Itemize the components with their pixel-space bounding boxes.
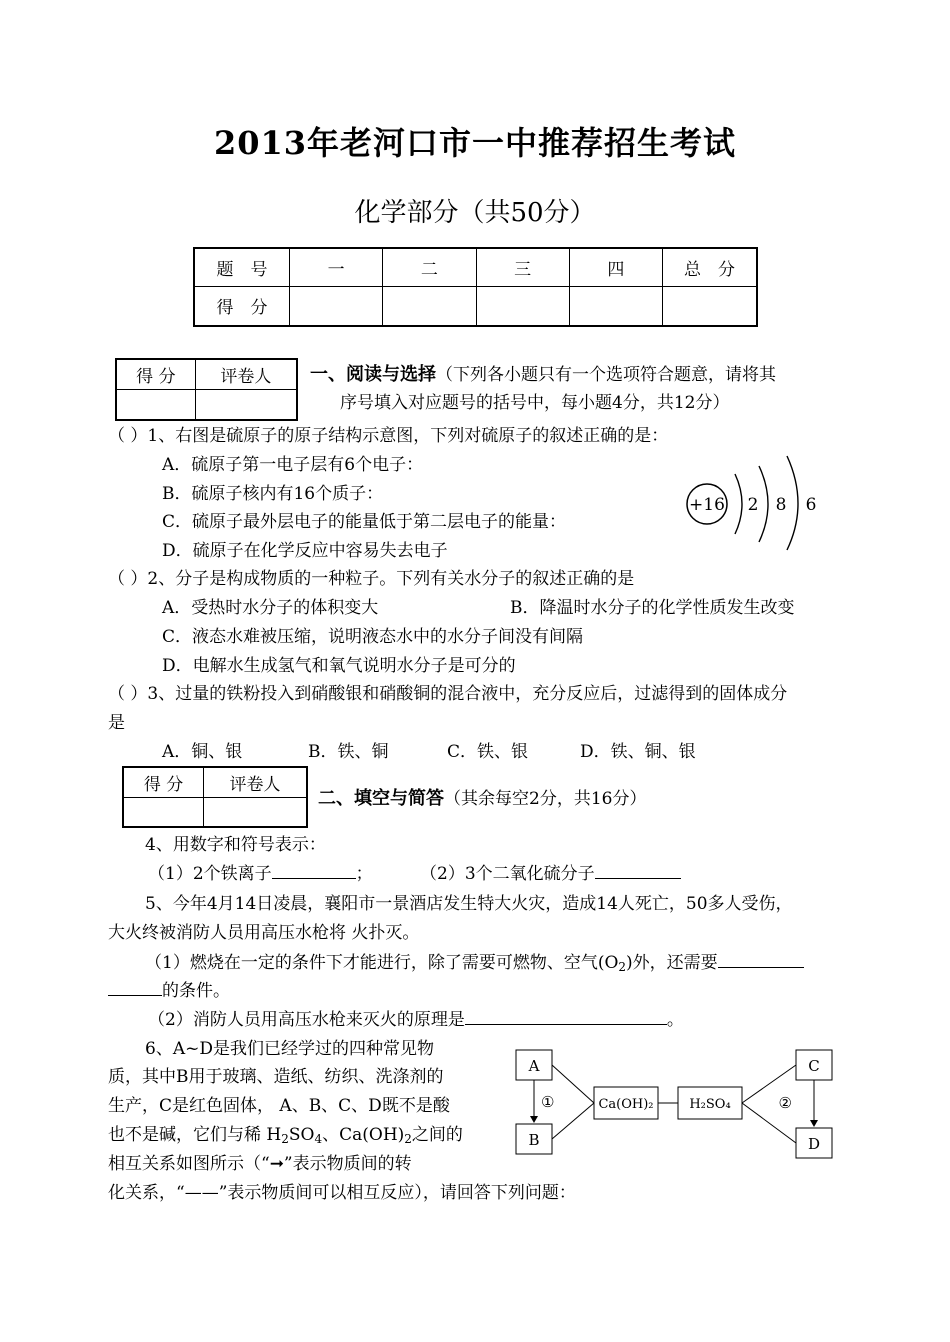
q3-option-d: D．铁、铜、银 <box>580 742 696 762</box>
q4-part2-blank[interactable] <box>595 860 681 879</box>
q5-line1: 5、今年4月14日凌晨，襄阳市一景酒店发生特大火灾，造成14人死亡，50多人受伤， <box>145 894 793 914</box>
q4-part1-end: ； <box>355 864 373 884</box>
section2-heading <box>318 785 646 813</box>
grader-box-2 <box>122 766 308 828</box>
q5-part2-blank[interactable] <box>465 1006 667 1025</box>
label-caoh2: Ca(OH)₂ <box>598 1097 654 1112</box>
score-header-1: 一 <box>290 248 383 286</box>
shell-3-count: 6 <box>805 495 817 515</box>
mark-1: ① <box>541 1093 555 1111</box>
page-subtitle: 化学部分（共50分） <box>354 198 596 228</box>
grader-box-2-grader: 评卷人 <box>204 767 307 797</box>
q6-line4 <box>108 1121 463 1153</box>
section1-note2: 序号填入对应题号的括号中，每小题4分，共12分） <box>340 393 730 413</box>
q4-part1-blank[interactable] <box>272 860 356 879</box>
q4-part2-label: （2）3个二氧化硫分子 <box>420 864 595 884</box>
label-c: C <box>808 1057 820 1075</box>
shell-3-arc <box>787 456 798 550</box>
q6-line2: 质，其中B用于玻璃、造纸、纺织、洗涤剂的 <box>108 1067 444 1087</box>
score-header-3: 三 <box>476 248 569 286</box>
q3-option-c: C．铁、银 <box>447 742 529 762</box>
q5-part2 <box>148 1006 684 1034</box>
q6-line4-d: 4 <box>314 1132 323 1146</box>
q2-option-d: D．电解水生成氢气和氧气说明水分子是可分的 <box>162 656 516 676</box>
score-cell-4 <box>569 286 662 326</box>
q6-relation-diagram <box>508 1042 834 1172</box>
q5-part1-blank[interactable] <box>718 949 804 968</box>
nucleus-label: +16 <box>689 495 725 515</box>
q6-line5: 相互关系如图所示（“➞”表示物质间的转 <box>108 1154 412 1174</box>
link-a-caoh2 <box>552 1065 594 1103</box>
section1-title: 一、阅读与选择 <box>310 364 436 385</box>
grader-box-1 <box>115 358 298 421</box>
score-header-4: 四 <box>569 248 662 286</box>
q5-part1-sub: 2 <box>618 960 627 974</box>
q2-option-b: B．降温时水分子的化学性质发生改变 <box>510 598 795 618</box>
q1-option-d: D．硫原子在化学反应中容易失去电子 <box>162 541 448 561</box>
grader-box-2-grader-cell <box>204 797 307 827</box>
score-row-label: 得 分 <box>194 286 290 326</box>
section1-heading <box>310 361 776 389</box>
section1-note1: （下列各小题只有一个选项符合题意，请将其 <box>436 365 776 385</box>
grader-box-1-score: 得 分 <box>116 359 195 389</box>
q2-option-c: C．液态水难被压缩，说明液态水中的水分子间没有间隔 <box>162 627 584 647</box>
q5-part2-end: 。 <box>666 1010 684 1030</box>
label-d: D <box>807 1135 821 1153</box>
shell-1-arc <box>735 474 742 534</box>
q6-line4-b: 2 <box>281 1132 289 1146</box>
q5-line2: 大火终被消防人员用高压水枪将 火扑灭。 <box>108 923 420 943</box>
score-cell-total <box>663 286 758 326</box>
q4-stem: 4、用数字和符号表示： <box>145 835 326 855</box>
score-cell-2 <box>383 286 476 326</box>
q6-line4-g: 之间的 <box>411 1125 463 1145</box>
score-header-label: 题 号 <box>194 248 290 286</box>
grader-box-1-grader: 评卷人 <box>195 359 297 389</box>
q6-line6: 化关系，“——”表示物质间可以相互反应），请回答下列问题： <box>108 1183 576 1203</box>
score-table <box>193 247 758 327</box>
score-header-total: 总 分 <box>663 248 758 286</box>
score-cell-3 <box>476 286 569 326</box>
shell-1-count: 2 <box>747 495 759 515</box>
q6-line3: 生产，C是红色固体， A、B、C、D既不是酸 <box>108 1096 450 1116</box>
q6-line4-a: 也不是碱，它们与稀 H <box>108 1125 282 1145</box>
q5-part1-end: 的条件。 <box>162 981 230 1001</box>
label-a: A <box>528 1057 540 1075</box>
q2-stem: （ ）2、分子是构成物质的一种粒子。下列有关水分子的叙述正确的是 <box>108 569 635 589</box>
q6-line4-c: SO <box>288 1125 315 1145</box>
q4-part1-label: （1）2个铁离子 <box>148 864 272 884</box>
q5-part1 <box>145 949 804 981</box>
q6-line4-f: 2 <box>404 1132 412 1146</box>
grader-box-2-score: 得 分 <box>123 767 204 797</box>
q1-stem: （ ）1、右图是硫原子的原子结构示意图，下列对硫原子的叙述正确的是： <box>108 426 669 446</box>
shell-2-arc <box>759 466 768 542</box>
section2-title: 二、填空与简答 <box>318 788 444 809</box>
score-header-2: 二 <box>383 248 476 286</box>
q2-option-a: A．受热时水分子的体积变大 <box>162 598 379 618</box>
sulfur-atom-diagram <box>683 452 823 552</box>
q3-option-b: B．铁、铜 <box>308 742 389 762</box>
q5-part1-label: （1）燃烧在一定的条件下才能进行，除了需要可燃物、空气(O <box>145 953 619 973</box>
mark-2: ② <box>778 1094 792 1112</box>
q5-part1-tail: )外，还需要 <box>626 953 718 973</box>
link-b-caoh2 <box>552 1103 594 1139</box>
q1-option-a: A．硫原子第一电子层有6个电子： <box>162 455 424 475</box>
section2-note: （其余每空2分，共16分） <box>444 789 647 809</box>
q5-part2-label: （2）消防人员用高压水枪来灭火的原理是 <box>148 1010 465 1030</box>
q3-stem-line1: （ ）3、过量的铁粉投入到硝酸银和硝酸铜的混合液中，充分反应后，过滤得到的固体成分 <box>108 684 788 704</box>
label-h2so4: H₂SO₄ <box>689 1097 731 1112</box>
q1-option-b: B．硫原子核内有16个质子： <box>162 484 384 504</box>
q6-line4-e: 、Ca(OH) <box>322 1125 405 1145</box>
q1-option-c: C．硫原子最外层电子的能量低于第二层电子的能量： <box>162 512 567 532</box>
q6-line1: 6、A~D是我们已经学过的四种常见物 <box>145 1039 434 1059</box>
shell-2-count: 8 <box>775 495 787 515</box>
label-b: B <box>528 1131 540 1149</box>
q5-part1-blank-cont[interactable] <box>108 977 162 996</box>
grader-box-1-score-cell <box>116 389 195 420</box>
q4-part1 <box>148 860 373 888</box>
grader-box-2-score-cell <box>123 797 204 827</box>
q3-stem-line2: 是 <box>108 713 125 733</box>
q3-option-a: A．铜、银 <box>162 742 243 762</box>
q4-part2 <box>420 860 681 888</box>
page-title: 2013年老河口市一中推荐招生考试 <box>213 124 737 162</box>
q5-part1-line2 <box>108 977 230 1005</box>
grader-box-1-grader-cell <box>195 389 297 420</box>
score-cell-1 <box>290 286 383 326</box>
